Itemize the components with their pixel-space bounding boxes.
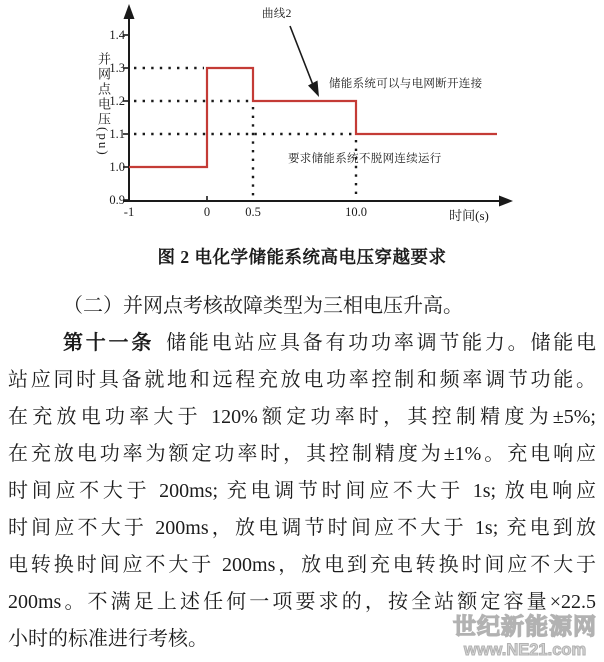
x-axis-label: 时间(s): [449, 208, 489, 223]
hv-ride-through-plot: [0, 0, 604, 242]
article-11-line-3: 在充放电功率大于 120%额定功率时，其控制精度为±5%;: [8, 406, 596, 428]
article-11-line-1-text: 储能电站应具备有功功率调节能力。储能电: [166, 332, 597, 354]
body-text: [8, 288, 596, 658]
watermark-url: www.NE21.com: [463, 641, 587, 659]
article-11-title: 第十一条: [63, 332, 155, 354]
y-axis-label: 并网点电压(pu): [96, 52, 111, 157]
x-tick-label: 0.5: [245, 205, 261, 219]
y-axis-arrowhead: [124, 4, 135, 19]
x-tick-label: -1: [123, 205, 135, 219]
annotation-stay-connected-left: 要求储能系统: [288, 153, 359, 165]
y-tick-label: 1.1: [109, 127, 125, 141]
article-11-line-2: 站应同时具备就地和远程充放电功率控制和频率调节功能。: [8, 369, 596, 391]
watermark-site-name: 世纪新能源网: [453, 613, 597, 639]
annotation-may-disconnect: 储能系统可以与电网断开连接: [329, 78, 483, 90]
article-11-line-1: [8, 325, 596, 362]
curve-2-label: 曲线2: [262, 8, 292, 20]
x-tick-label: 10.0: [345, 205, 367, 219]
figure-2-chart: [0, 0, 604, 242]
x-tick-label: 0: [203, 205, 211, 219]
y-tick-label: 1.3: [109, 61, 125, 75]
y-tick-label: 1.4: [109, 28, 125, 42]
article-11-line-5: 时间应不大于 200ms; 充电调节时间应不大于 1s; 放电响应: [8, 480, 596, 502]
y-tick-label: 1.0: [109, 160, 125, 174]
curve-pointer-line: [290, 26, 313, 85]
article-11-line-8: 200ms。不满足上述任何一项要求的，按全站额定容量×22.5: [8, 591, 596, 613]
watermark: [449, 612, 601, 660]
curve-pointer-arrowhead: [308, 81, 319, 98]
x-axis-arrowhead: [499, 196, 513, 207]
y-tick-label: 1.2: [109, 94, 125, 108]
annotation-stay-connected-right: 不脱网连续运行: [359, 153, 442, 165]
article-11-line-4: 在充放电功率为额定功率时，其控制精度为±1%。充电响应: [8, 443, 596, 465]
article-11-line-9: 小时的标准进行考核。: [8, 628, 208, 650]
article-11-line-7: 电转换时间应不大于 200ms，放电到充电转换时间应不大于: [8, 554, 596, 576]
article-11-line-6: 时间应不大于 200ms，放电调节时间应不大于 1s; 充电到放: [8, 517, 596, 539]
y-tick-label: 0.9: [109, 193, 125, 207]
paragraph-item-2: （二）并网点考核故障类型为三相电压升高。: [63, 295, 463, 317]
figure-caption: 图 2 电化学储能系统高电压穿越要求: [157, 247, 447, 267]
